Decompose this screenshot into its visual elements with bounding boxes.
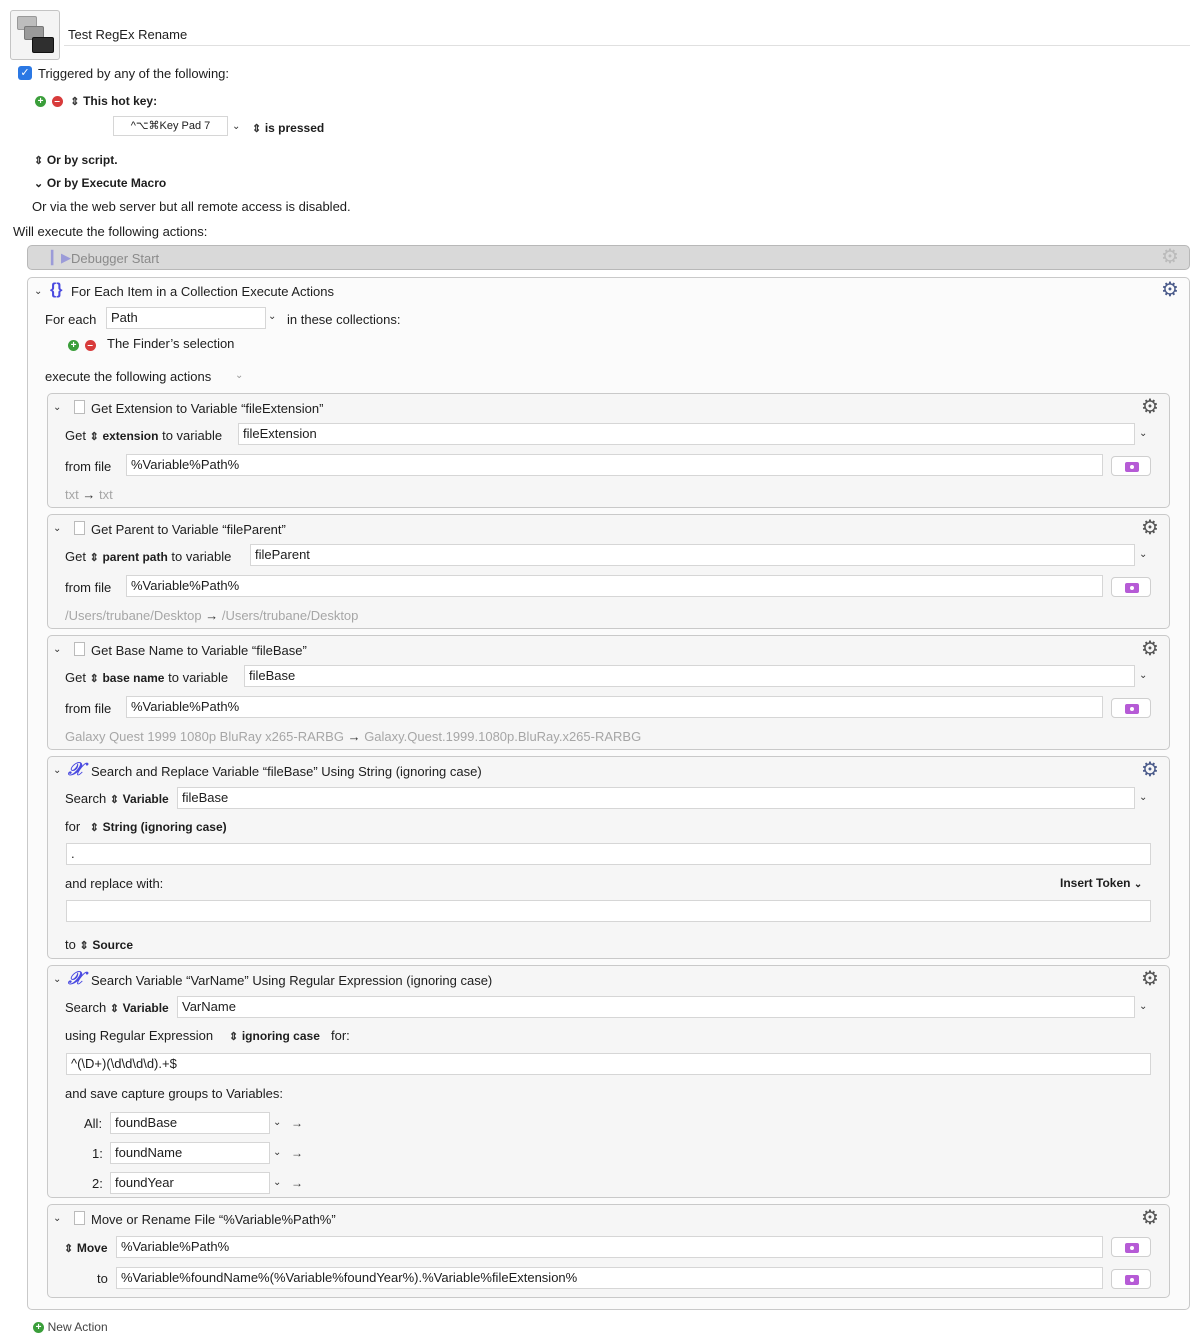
macro-icon xyxy=(10,10,60,60)
or-by-execute-macro[interactable] xyxy=(34,175,166,190)
collapse-chevron-icon[interactable]: ⌄ xyxy=(53,765,62,776)
get-kind[interactable]: base name xyxy=(102,671,165,685)
chevron-down-icon[interactable]: ⌄ xyxy=(273,1147,282,1158)
arrow-icon: → xyxy=(291,1146,303,1160)
macro-name-input[interactable]: Test RegEx Rename xyxy=(64,25,1190,46)
search-label: Search xyxy=(65,791,107,806)
group-label: All: xyxy=(84,1116,103,1131)
variable-chevron-down-icon[interactable]: ⌄ xyxy=(1139,670,1148,681)
hotkey-condition[interactable] xyxy=(252,120,324,135)
move-row xyxy=(64,1240,108,1255)
updown-icon[interactable]: ⇕ xyxy=(70,96,80,108)
for-each-title: For Each Item in a Collection Execute Actions xyxy=(71,284,335,299)
get-label: Get xyxy=(65,549,86,564)
variable-input[interactable]: fileExtension xyxy=(238,423,1135,445)
triggered-checkbox[interactable]: ✓ xyxy=(18,66,32,80)
debugger-icon: ▎▶ xyxy=(51,250,71,265)
remove-trigger-icon[interactable]: – xyxy=(52,96,63,107)
preview-input: /Users/trubane/Desktop xyxy=(65,608,202,623)
to-label: to xyxy=(97,1271,108,1286)
folder-icon[interactable] xyxy=(1111,1269,1151,1289)
gear-icon[interactable]: ⚙ xyxy=(1141,638,1159,660)
regex-search-action xyxy=(47,965,1170,1198)
case-mode-label: ignoring case xyxy=(241,1029,320,1043)
folder-icon[interactable] xyxy=(1111,698,1151,718)
updown-icon[interactable]: ⇕ xyxy=(89,673,99,685)
move-rename-action xyxy=(47,1204,1170,1298)
search-label: Search xyxy=(65,1000,107,1015)
for-label: for xyxy=(65,819,81,834)
collection-row xyxy=(68,337,96,352)
hotkey-chevron-down-icon[interactable]: ⌄ xyxy=(232,121,241,132)
action-title: Get Extension to Variable “fileExtension” xyxy=(91,401,324,416)
action-title: Move or Rename File “%Variable%Path%” xyxy=(91,1212,336,1227)
file-input[interactable]: %Variable%Path% xyxy=(126,575,1103,597)
file-icon xyxy=(74,642,85,656)
execute-label: execute the following actions xyxy=(45,369,212,384)
group-variable-input[interactable]: foundYear xyxy=(110,1172,270,1194)
collapse-chevron-icon[interactable]: ⌄ xyxy=(53,1213,62,1224)
get-base-name-action xyxy=(47,635,1170,750)
action-title: Get Parent to Variable “fileParent” xyxy=(91,522,286,537)
hotkey-row xyxy=(35,93,157,108)
preview-input: Galaxy Quest 1999 1080p BluRay x265-RARBG xyxy=(65,729,344,744)
variable-chevron-down-icon[interactable]: ⌄ xyxy=(1139,792,1148,803)
preview-row: Galaxy Quest 1999 1080p BluRay x265-RARBG → Galaxy.Quest.1999.1080p.BluRay.x265-RARBG xyxy=(65,729,642,744)
variable-chevron-down-icon[interactable]: ⌄ xyxy=(1139,549,1148,560)
will-execute-label: Will execute the following actions: xyxy=(13,224,208,239)
updown-icon: ⇕ xyxy=(229,1031,239,1043)
new-action-label: New Action xyxy=(47,1320,108,1334)
from-file-label: from file xyxy=(65,459,112,474)
chevron-down-icon[interactable]: ⌄ xyxy=(273,1117,282,1128)
or-by-script[interactable] xyxy=(34,152,118,167)
get-parent-action xyxy=(47,514,1170,629)
in-collections-label: in these collections: xyxy=(287,312,401,327)
get-extension-action xyxy=(47,393,1170,508)
action-title: Get Base Name to Variable “fileBase” xyxy=(91,643,307,658)
updown-icon[interactable]: ⇕ xyxy=(109,1003,120,1015)
search-replace-action xyxy=(47,756,1170,959)
gear-icon[interactable]: ⚙ xyxy=(1141,968,1159,990)
hotkey-condition-label: is pressed xyxy=(264,121,325,135)
source-kind[interactable]: Variable xyxy=(122,792,169,806)
to-row xyxy=(65,937,133,952)
group-label: 2: xyxy=(92,1176,103,1191)
hotkey-field[interactable]: ^⌥⌘Key Pad 7 xyxy=(113,116,228,136)
preview-output: Galaxy.Quest.1999.1080p.BluRay.x265-RARBG xyxy=(364,729,642,744)
replace-value-input[interactable] xyxy=(66,900,1151,922)
preview-input: txt xyxy=(65,487,79,502)
get-label: Get xyxy=(65,428,86,443)
group-variable-input[interactable]: foundBase xyxy=(110,1112,270,1134)
folder-icon[interactable] xyxy=(1111,456,1151,476)
chevron-down-icon[interactable]: ⌄ xyxy=(273,1177,282,1188)
gear-icon[interactable]: ⚙ xyxy=(1141,396,1159,418)
search-value-input[interactable]: . xyxy=(66,843,1151,865)
search-variable-input[interactable]: VarName xyxy=(177,996,1135,1018)
to-variable-label: to variable xyxy=(162,428,223,443)
updown-icon[interactable]: ⇕ xyxy=(89,822,100,834)
action-title: Search and Replace Variable “fileBase” Using String (ignoring case) xyxy=(91,764,482,779)
source-kind[interactable]: Variable xyxy=(122,1001,169,1015)
file-input[interactable]: %Variable%Path% xyxy=(126,454,1103,476)
gear-icon[interactable]: ⚙ xyxy=(1161,279,1179,301)
using-regex-label: using Regular Expression xyxy=(65,1028,214,1043)
get-kind[interactable]: parent path xyxy=(102,550,168,564)
variable-chevron-down-icon[interactable]: ⌄ xyxy=(268,311,277,322)
replace-label: and replace with: xyxy=(65,876,164,891)
collapse-chevron-icon[interactable]: ⌄ xyxy=(53,644,62,655)
from-file-label: from file xyxy=(65,580,112,595)
collapse-chevron-icon[interactable]: ⌄ xyxy=(34,286,43,297)
insert-token-label: Insert Token xyxy=(1060,876,1131,890)
collapse-chevron-icon[interactable]: ⌄ xyxy=(53,402,62,413)
insert-token-button[interactable] xyxy=(1060,876,1142,890)
folder-icon[interactable] xyxy=(1111,1237,1151,1257)
file-icon xyxy=(74,521,85,535)
web-server-note: Or via the web server but all remote access is disabled. xyxy=(32,199,351,214)
collection-item[interactable]: The Finder’s selection xyxy=(107,336,235,351)
preview-output: /Users/trubane/Desktop xyxy=(221,608,359,623)
search-variable-input[interactable]: fileBase xyxy=(177,787,1135,809)
updown-icon: ⇕ xyxy=(252,123,262,135)
to-label: to xyxy=(65,937,76,952)
remove-collection-icon[interactable]: – xyxy=(85,340,96,351)
action-title: Search Variable “VarName” Using Regular Expression (ignoring case) xyxy=(91,973,493,988)
get-label: Get xyxy=(65,670,86,685)
get-kind[interactable]: extension xyxy=(102,429,159,443)
execute-chevron-down-icon[interactable]: ⌄ xyxy=(235,370,244,381)
updown-icon[interactable]: ⇕ xyxy=(79,940,89,952)
collapse-chevron-icon[interactable]: ⌄ xyxy=(53,523,62,534)
for-row xyxy=(65,819,227,834)
arrow-icon: → xyxy=(291,1116,303,1130)
from-file-label: from file xyxy=(65,701,112,716)
hotkey-label: This hot key: xyxy=(83,94,158,108)
or-by-execute-label: Or by Execute Macro xyxy=(46,176,167,190)
group-variable-input[interactable]: foundName xyxy=(110,1142,270,1164)
chevron-down-icon: ⌄ xyxy=(1133,879,1143,890)
regex-x-icon: 𝒳 xyxy=(68,759,84,780)
move-dest-input[interactable]: %Variable%foundName%(%Variable%foundYear%).%Variable%fileExtension% xyxy=(116,1267,1103,1289)
case-mode[interactable] xyxy=(229,1028,320,1043)
collapse-chevron-icon[interactable]: ⌄ xyxy=(53,974,62,985)
preview-row: /Users/trubane/Desktop → /Users/trubane/Desktop xyxy=(65,608,359,623)
gear-icon[interactable]: ⚙ xyxy=(1141,759,1159,781)
to-variable-label: to variable xyxy=(168,670,229,685)
add-collection-icon[interactable]: + xyxy=(68,340,79,351)
variable-input[interactable]: fileBase xyxy=(244,665,1135,687)
file-icon xyxy=(74,1211,85,1225)
updown-icon[interactable]: ⇕ xyxy=(109,794,120,806)
variable-chevron-down-icon[interactable]: ⌄ xyxy=(1139,428,1148,439)
plus-icon: + xyxy=(33,1322,44,1333)
new-action-button[interactable] xyxy=(33,1319,108,1334)
move-kind[interactable]: Move xyxy=(76,1241,108,1255)
gear-icon[interactable]: ⚙ xyxy=(1141,1207,1159,1229)
triggered-label: Triggered by any of the following: xyxy=(38,66,230,81)
search-row xyxy=(65,1000,169,1015)
gear-icon[interactable]: ⚙ xyxy=(1161,246,1179,268)
save-groups-label: and save capture groups to Variables: xyxy=(65,1086,284,1101)
get-row xyxy=(65,670,228,685)
updown-icon[interactable]: ⇕ xyxy=(89,431,99,443)
regex-input[interactable]: ^(\D+)(\d\d\d\d).+$ xyxy=(66,1053,1151,1075)
gear-icon[interactable]: ⚙ xyxy=(1141,517,1159,539)
for-each-label: For each xyxy=(45,312,97,327)
to-variable-label: to variable xyxy=(171,549,232,564)
or-by-script-label: Or by script. xyxy=(46,153,118,167)
updown-icon[interactable]: ⇕ xyxy=(89,552,99,564)
chevron-down-icon: ⌄ xyxy=(34,178,44,190)
updown-icon: ⇕ xyxy=(34,155,44,167)
get-row xyxy=(65,549,231,564)
folder-icon[interactable] xyxy=(1111,577,1151,597)
for-each-variable-input[interactable]: Path xyxy=(106,307,266,329)
get-row xyxy=(65,428,222,443)
group-label: 1: xyxy=(92,1146,103,1161)
search-row xyxy=(65,791,169,806)
preview-row: txt → txt xyxy=(65,487,113,502)
regex-x-icon: 𝒳 xyxy=(68,968,84,989)
for-label: for: xyxy=(331,1028,350,1043)
file-icon xyxy=(74,400,85,414)
move-source-input[interactable]: %Variable%Path% xyxy=(116,1236,1103,1258)
add-trigger-icon[interactable]: + xyxy=(35,96,46,107)
preview-output: txt xyxy=(98,487,113,502)
variable-input[interactable]: fileParent xyxy=(250,544,1135,566)
debugger-label: Debugger Start xyxy=(71,251,160,266)
braces-icon: {} xyxy=(50,281,63,298)
arrow-icon: → xyxy=(291,1176,303,1190)
variable-chevron-down-icon[interactable]: ⌄ xyxy=(1139,1001,1148,1012)
file-input[interactable]: %Variable%Path% xyxy=(126,696,1103,718)
debugger-start-action[interactable] xyxy=(27,245,1190,270)
updown-icon[interactable]: ⇕ xyxy=(64,1243,74,1255)
destination-kind[interactable]: Source xyxy=(92,938,133,952)
search-mode[interactable]: String (ignoring case) xyxy=(102,820,227,834)
